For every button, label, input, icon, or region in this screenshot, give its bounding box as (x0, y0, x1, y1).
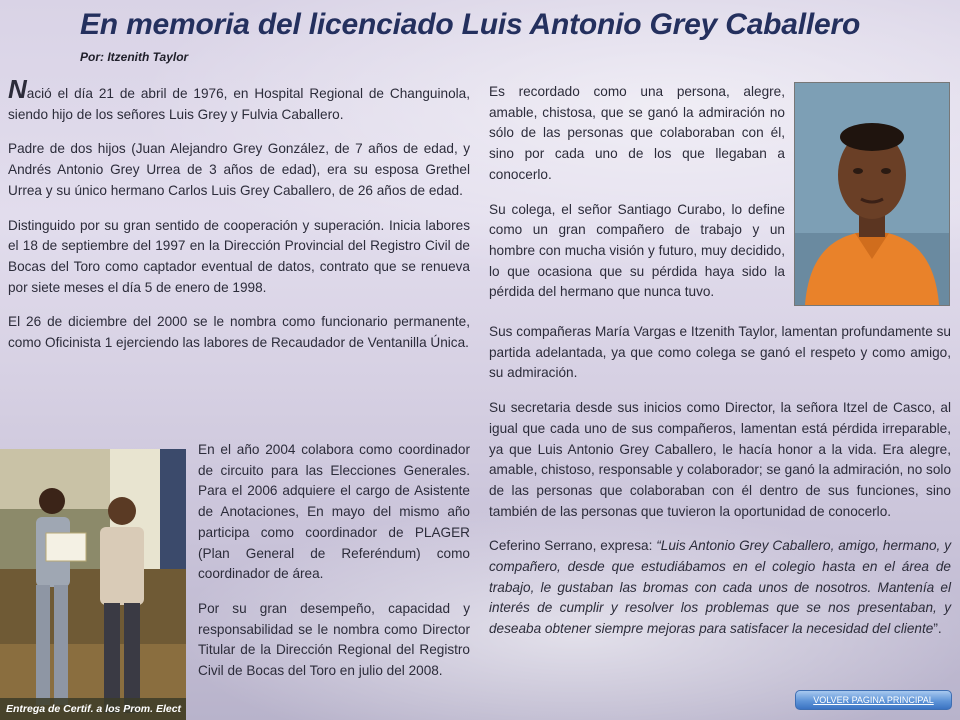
left-column (8, 74, 470, 368)
drop-cap: N (8, 74, 27, 104)
remembered-paragraph: Es recordado como una persona, alegre, amable, chistosa, que se ganó la admiración no sólo de las personas que colaboraban con él, sino por cada uno de los que llegaban a conocerlo. (489, 84, 785, 182)
right-bottom-column (489, 322, 951, 654)
coworkers-paragraph: Sus compañeras María Vargas e Itzenith Taylor, lamentan profundamente su partida adelantada, ya que como colega se ganó el respeto y como amigo, su admiración. (489, 324, 951, 381)
portrait-photo (794, 82, 950, 306)
lower-left-column (198, 440, 470, 696)
secretary-paragraph: Su secretaria desde sus inicios como Director, la señora Itzel de Casco, al igual que cada uno de sus compañeros, lamentan está pérdida irreparable, ya que Luis Antonio Grey Caballero, le hacía honor a la vida. Era alegre, amable, chistoso, responsable y colaborador; se ganó la admiración, no solo de las personas que colaboraban con él dentro de sus funciones, sino también de las personas que tuvieron la oportunidad de conocerlo. (489, 400, 951, 519)
ceferino-quote: “Luis Antonio Grey Caballero, amigo, hermano, y compañero, desde que estudiábamos en el colegio hasta en el área de trabajo, le gustaban las bromas con cada unos de nosotros. Mantenía el interés de cumplir y resolver los problemas que se nos presentaban, y deseaba obtener siempre mejoras para satisfacer la necesidad del cliente (489, 538, 951, 637)
page-title: En memoria del licenciado Luis Antonio Grey Caballero (80, 8, 861, 41)
event-photo-image (0, 449, 186, 720)
portrait-image (795, 83, 949, 305)
family-paragraph: Padre de dos hijos (Juan Alejandro Grey González, de 7 años de edad, y Andrés Antonio Grey Urrea de 3 años de edad), era su esposa Grethel Urrea y su único hermano Carlos Luis Grey Caballero, de 26 años de edad. (8, 141, 470, 198)
birth-paragraph: Nació el día 21 de abril de 1976, en Hospital Regional de Changuinola, siendo hijo de los señores Luis Grey y Fulvia Caballero. (8, 74, 470, 122)
director-paragraph: Por su gran desempeño, capacidad y responsabilidad se le nombra como Director Titular de la Dirección Regional del Registro Civil de Bocas del Toro en julio del 2008. (198, 600, 470, 679)
right-top-column (489, 82, 785, 317)
byline: Por: Itzenith Taylor (80, 50, 189, 64)
event-photo (0, 449, 186, 720)
coordinator-paragraph: En el año 2004 colabora como coordinador de circuito para las Elecciones Generales. Para el 2006 adquiere el cargo de Asistente de Anotaciones, En mayo del mismo año participa como coordinador de PLAGER (Plan General de Referéndum) como coordinador de área. (198, 442, 470, 582)
colleague-paragraph: Su colega, el señor Santiago Curabo, lo define como un gran compañero de trabajo y un hombre con mucha visión y futuro, muy decidido, lo que ocasiona que su pérdida haya sido la pérdida del hermano que nunca tuvo. (489, 201, 785, 300)
career-start-paragraph: Distinguido por su gran sentido de cooperación y superación. Inicia labores el 18 de septiembre del 1997 en la Dirección Provincial del Registro Civil de Bocas del Toro como captador eventual de datos, contrato que se renueva por siete meses el día 5 de enero de 1998. (8, 217, 470, 295)
permanent-paragraph: El 26 de diciembre del 2000 se le nombra como funcionario permanente, como Oficinista 1 ejerciendo las labores de Recaudador de Ventanilla Única. (8, 314, 470, 351)
home-button[interactable]: VOLVER PAGINA PRINCIPAL (795, 690, 952, 710)
ceferino-paragraph: Ceferino Serrano, expresa: “Luis Antonio Grey Caballero, amigo, hermano, y compañero, desde que estudiábamos en el colegio hasta en el área de trabajo, le gustaban las bromas con cada unos de nosotros. Mantenía el interés de cumplir y resolver los problemas que se nos presentaban, y deseaba obtener siempre mejoras para satisfacer la necesidad del cliente”. (489, 538, 951, 637)
event-photo-caption: Entrega de Certif. a los Prom. Elect (0, 698, 186, 720)
